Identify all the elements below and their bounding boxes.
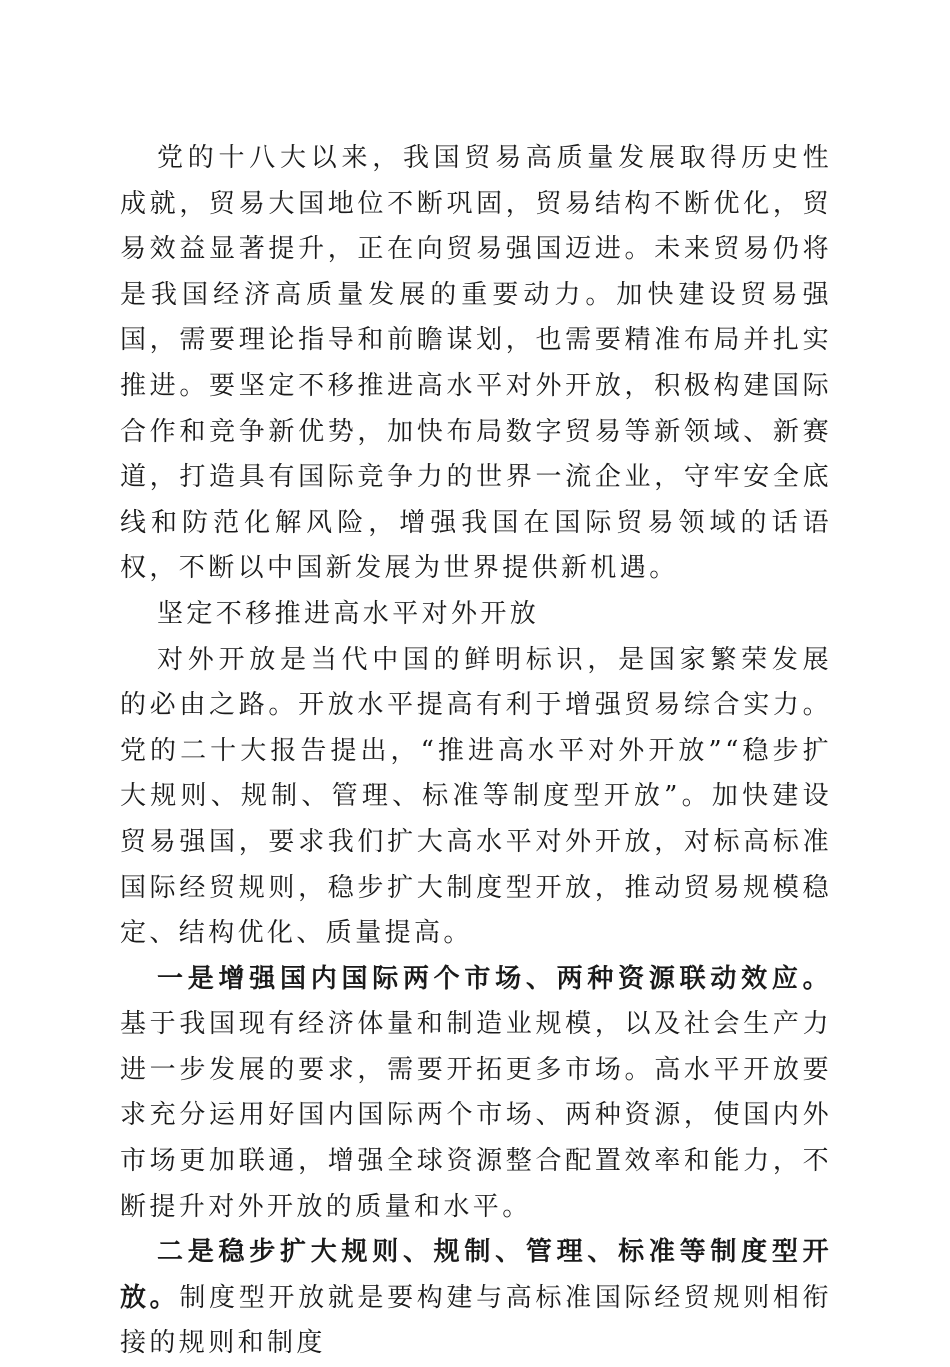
intro-paragraph: 党的十八大以来，我国贸易高质量发展取得历史性成就，贸易大国地位不断巩固，贸易结构不断优化，贸易效益显著提升，正在向贸易强国迈进。未来贸易仍将是我国经济高质量发展的重要动力。加快建设贸易强国，需要理论指导和前瞻谋划，也需要精准布局并扎实推进。要坚定不移推进高水平对外开放，积极构建国际合作和竞争新优势，加快布局数字贸易等新领域、新赛道，打造具有国际竞争力的世界一流企业，守牢安全底线和防范化解风险，增强我国在国际贸易领域的话语权，不断以中国新发展为世界提供新机遇。 bbox=[120, 143, 832, 584]
point-one-body: 基于我国现有经济体量和制造业规模，以及社会生产力进一步发展的要求，需要开拓更多市场。高水平开放要求充分运用好国内国际两个市场、两种资源，使国内外市场更加联通，增强全球资源整合配置效率和能力，不断提升对外开放的质量和水平。 bbox=[120, 1009, 832, 1222]
point-two-body: 制度型开放就是要构建与高标准国际经贸规则相衔接的规则和制度 bbox=[120, 1282, 832, 1359]
section-body-paragraph: 对外开放是当代中国的鲜明标识，是国家繁荣发展的必由之路。开放水平提高有利于增强贸易综合实力。党的二十大报告提出，“推进高水平对外开放”“稳步扩大规则、规制、管理、标准等制度型开放”。加快建设贸易强国，要求我们扩大高水平对外开放，对标高标准国际经贸规则，稳步扩大制度型开放，推动贸易规模稳定、结构优化、质量提高。 bbox=[120, 644, 832, 949]
point-two-paragraph bbox=[120, 1230, 832, 1367]
point-one-lead: 一是增强国内国际两个市场、两种资源联动效应。 bbox=[157, 963, 832, 994]
point-one-paragraph bbox=[120, 957, 832, 1231]
section-heading: 坚定不移推进高水平对外开放 bbox=[157, 598, 540, 629]
point-two-lead: 二是稳步扩大规则、规制、管理、标准等制度型开放。 bbox=[120, 1237, 832, 1313]
document-page bbox=[120, 136, 832, 1367]
